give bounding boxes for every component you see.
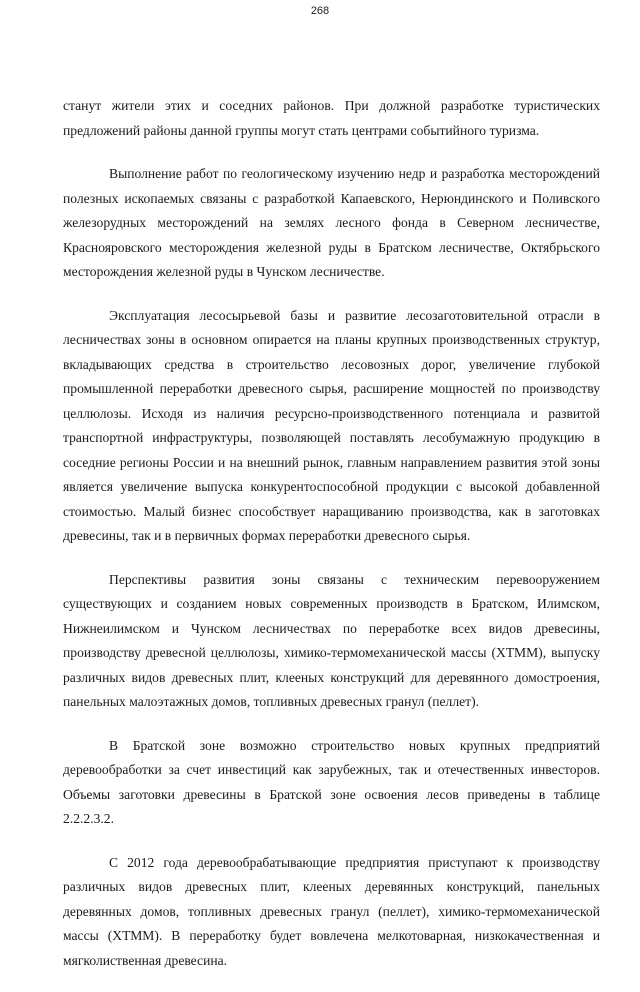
page-number: 268 bbox=[310, 5, 330, 17]
paragraph-since-2012: С 2012 года деревообрабатывающие предприятия приступают к производству различных видов древесных плит, клееных деревянных конструкций, панельных деревянных домов, топливных древесных гранул (пеллет), химико-термомеханической массы (ХТММ). В переработку будет вовлечена мелкотоварная, низкокачественная и мягколиственная древесина. bbox=[63, 854, 600, 968]
paragraph-bratsk-zone: В Братской зоне возможно строительство новых крупных предприятий деревообработки за счет инвестиций как зарубежных, так и отечественных инвесторов. Объемы заготовки древесины в Братской зоне освоения лесов приведены в таблице 2.2.2.3.2. bbox=[63, 737, 600, 826]
paragraph-forestry-exploitation: Эксплуатация лесосырьевой базы и развитие лесозаготовительной отрасли в лесничествах зоны в основном опирается на планы крупных производственных структур, вкладывающих средства в строительство лесовозных дорог, увеличение глубокой промышленной переработки древесного сырья, расширение мощностей по производству целлюлозы. Исходя из наличия ресурсно-производственного потенциала и развитой транспортной инфраструктуры, позволяющей поставлять лесобумажную продукцию в соседние регионы России и на внешний рынок, главным направлением развития этой зоны является увеличение выпуска конкурентоспособной продукции с высокой добавленной стоимостью. Малый бизнес способствует наращиванию производства, как в заготовках древесины, так и в первичных формах переработки древесного сырья. bbox=[63, 307, 600, 543]
paragraph-geology: Выполнение работ по геологическому изучению недр и разработка месторождений полезных ископаемых связаны с разработкой Капаевского, Нерюндинского и Поливского железорудных месторождений на землях лесного фонда в Северном лесничестве, Краснояровского месторождения железной руды в Братском лесничестве, Октябрьского месторождения железной руды в Чунском лесничестве. bbox=[63, 166, 600, 279]
document-body bbox=[63, 94, 600, 992]
paragraph-development-prospects: Перспективы развития зоны связаны с техническим перевооружением существующих и созданием новых современных производств в Братском, Илимском, Нижнеилимском и Чунском лесничествах по переработке всех видов древесины, производству древесной целлюлозы, химико-термомеханической массы (ХТММ), выпуску различных видов древесных плит, клееных конструкций для деревянного домостроения, панельных малоэтажных домов, топливных древесных гранул (пеллет). bbox=[63, 571, 600, 709]
paragraph-continuation: станут жители этих и соседних районов. При должной разработке туристических предложений районы данной группы могут стать центрами событийного туризма. bbox=[63, 98, 600, 138]
